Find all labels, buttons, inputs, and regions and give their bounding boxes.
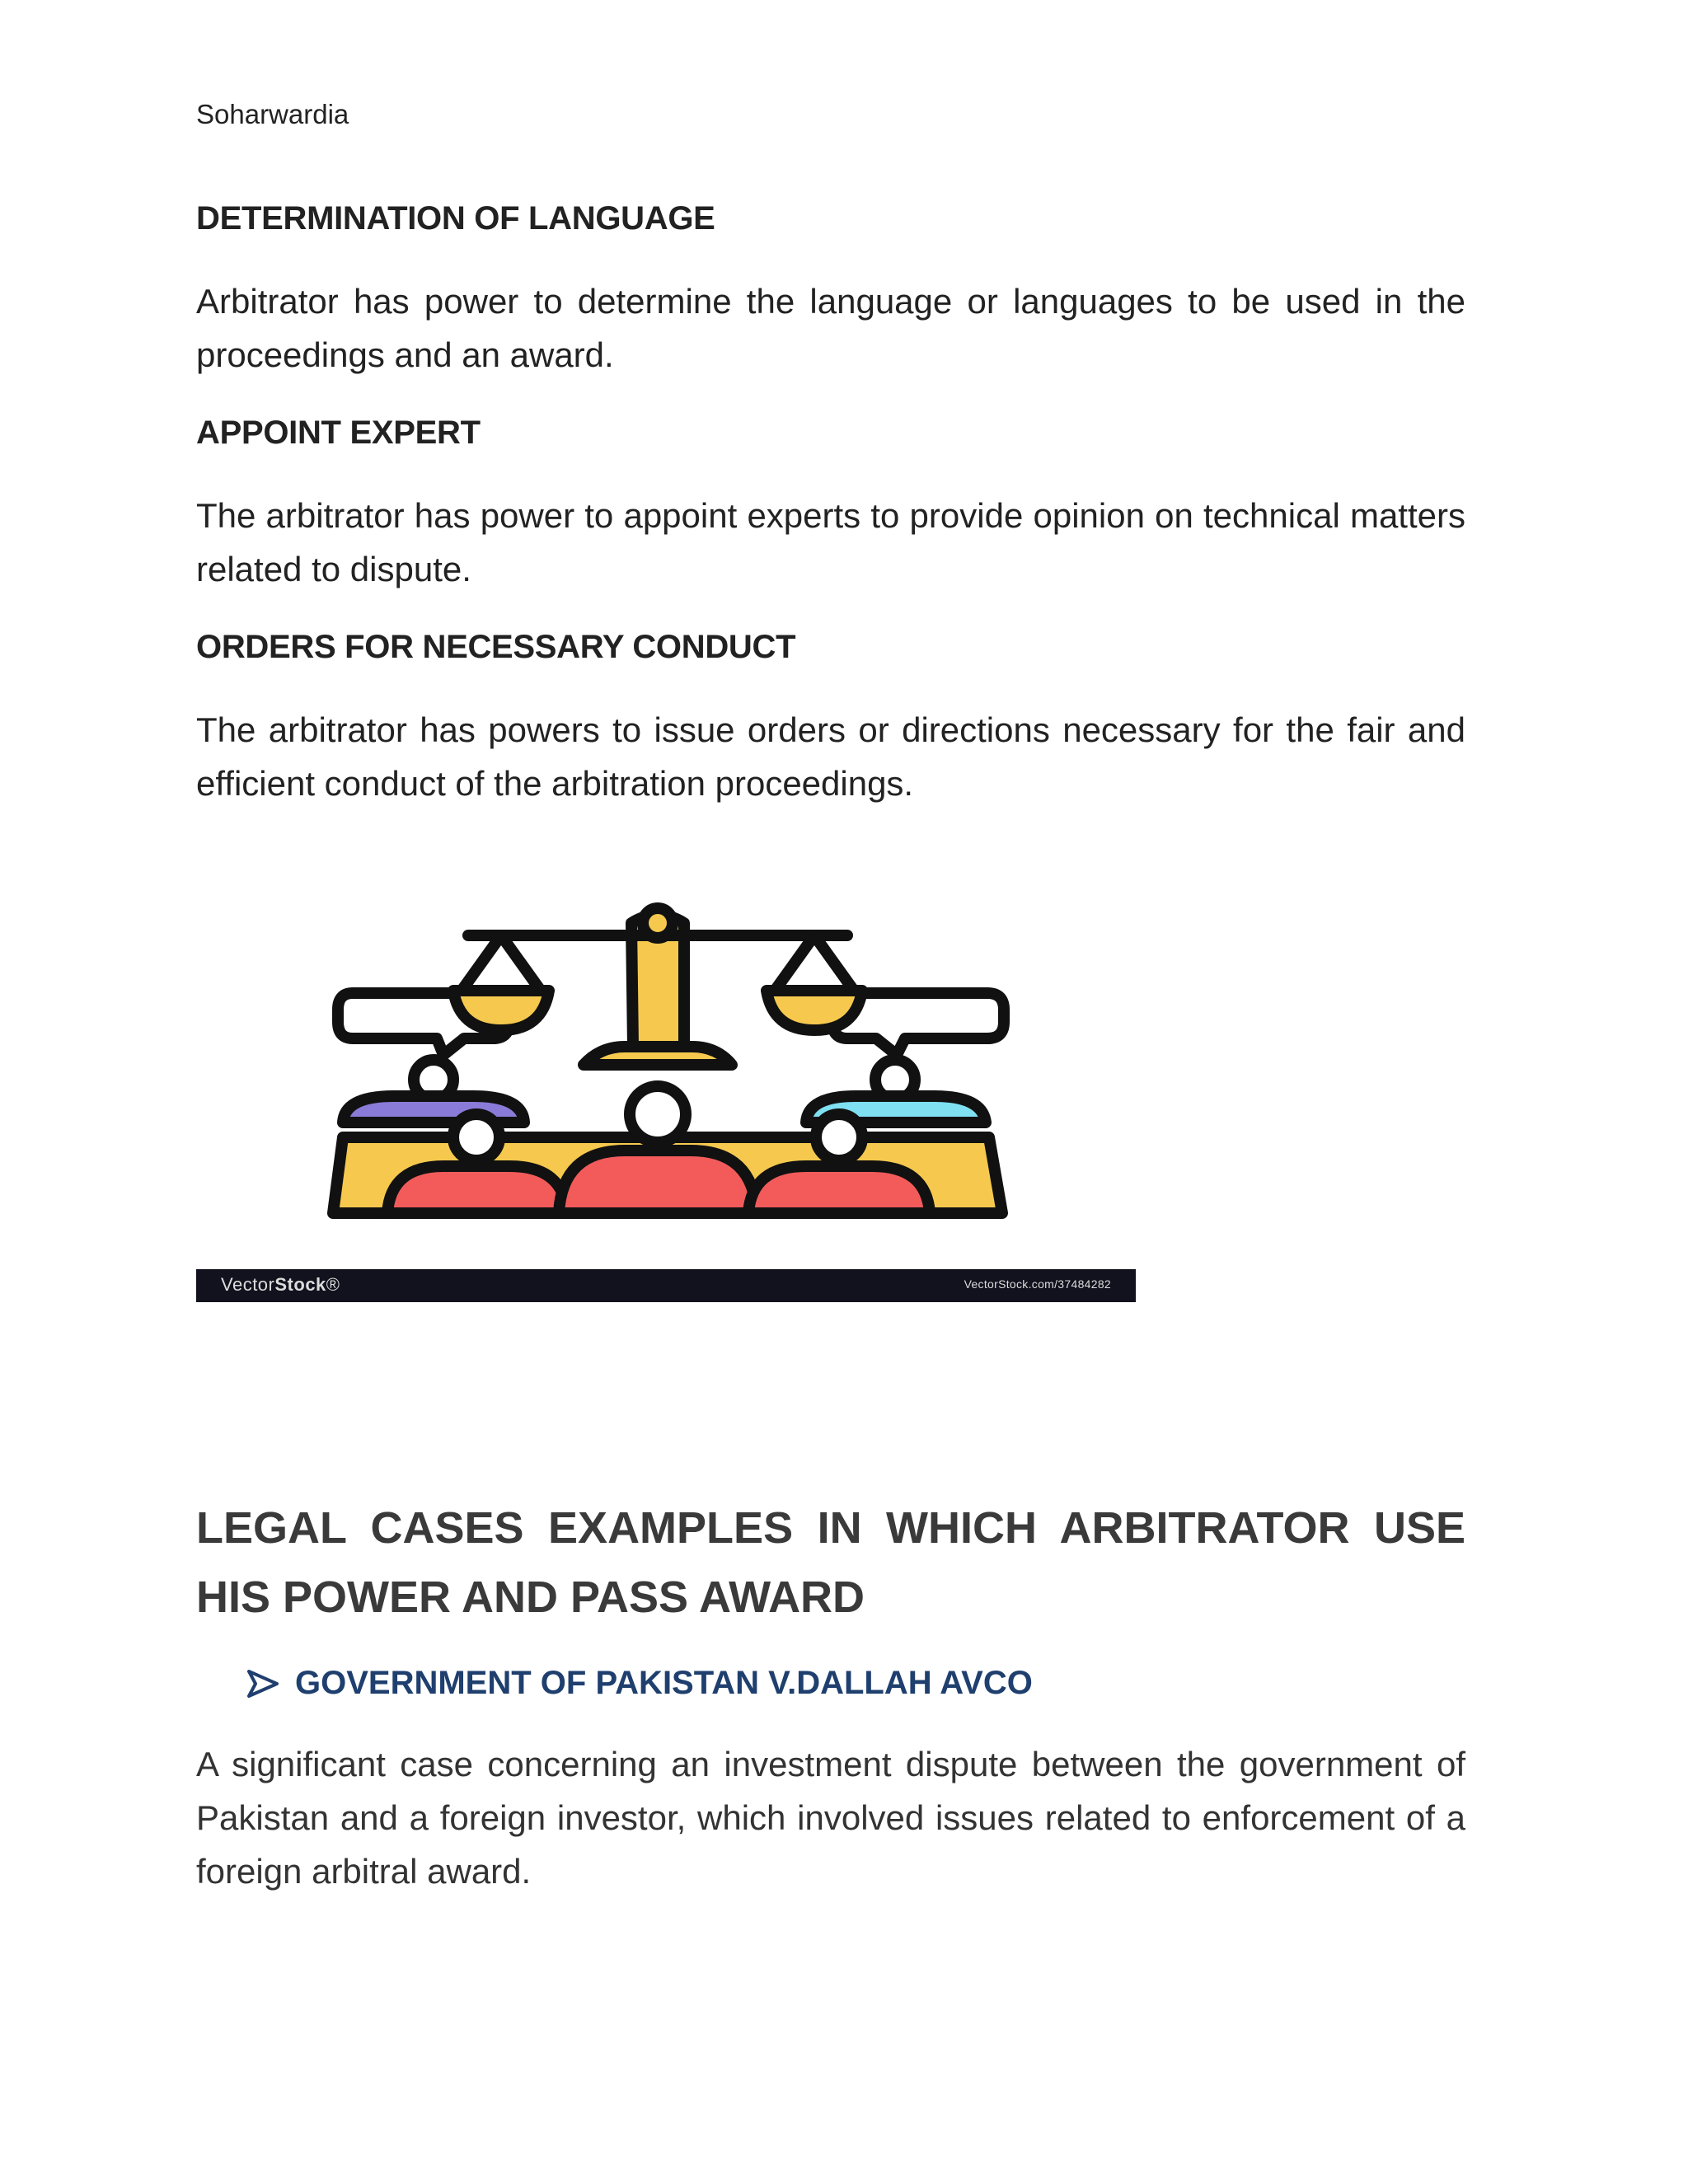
case-title: GOVERNMENT OF PAKISTAN V.DALLAH AVCO (295, 1665, 1033, 1701)
vectorstock-logo: VectorStock® (221, 1274, 340, 1295)
cases-heading: LEGAL CASES EXAMPLES IN WHICH ARBITRATOR USE HIS POWER AND PASS AWARD (196, 1503, 1465, 1622)
section-paragraph-language: Arbitrator has power to determine the language or languages to be used in the proceedings and an award. (196, 282, 1465, 374)
section-paragraph-conduct: The arbitrator has powers to issue orders or directions necessary for the fair and efficient conduct of the arbitration proceedings. (196, 710, 1465, 803)
vectorstock-watermark-bar (196, 1269, 1136, 1302)
case-item (247, 1665, 1033, 1702)
vectorstock-image-url: VectorStock.com/37484282 (964, 1277, 1111, 1291)
section-heading-expert: APPOINT EXPERT (196, 415, 481, 451)
section-paragraph-expert: The arbitrator has power to appoint experts to provide opinion on technical matters related to dispute. (196, 496, 1465, 588)
justice-scale-meeting-illustration (196, 890, 1136, 1304)
section-heading-conduct: ORDERS FOR NECESSARY CONDUCT (196, 629, 796, 665)
arrow-bullet-icon (247, 1670, 279, 1698)
case-description: A significant case concerning an investment dispute between the government of Pakistan and a foreign investor, which involved issues related to enforcement of a foreign arbitral award. (196, 1745, 1465, 1891)
page-header-author: Soharwardia (196, 99, 349, 129)
section-heading-language: DETERMINATION OF LANGUAGE (196, 200, 715, 237)
